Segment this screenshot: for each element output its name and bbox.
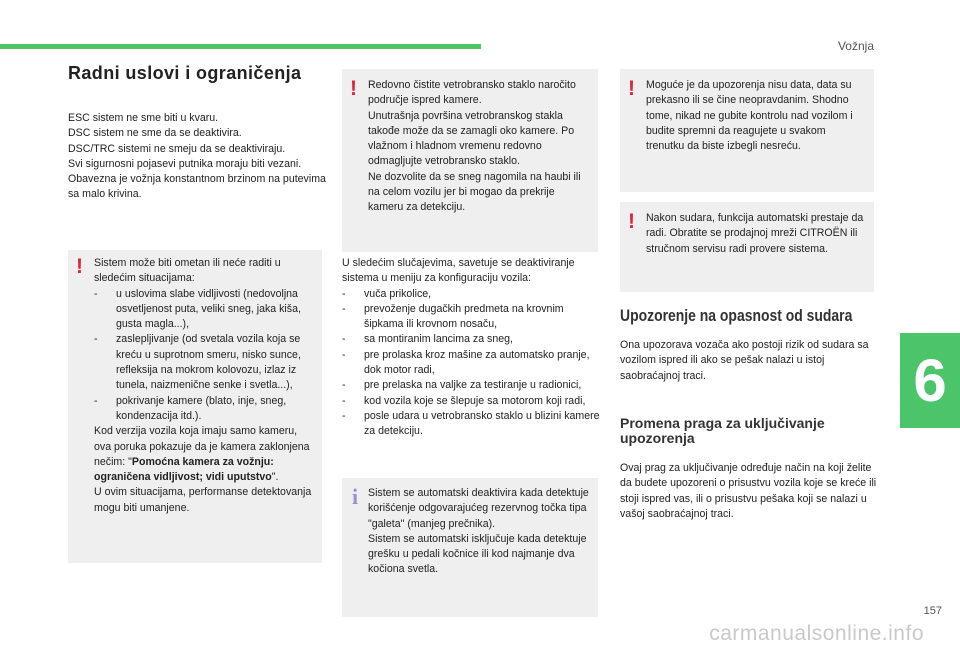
collision-warning-text: Ona upozorava vozača ako postoji rizik od sudara sa vozilom ispred ili ako se pešak nalazi u istoj saobraćajnoj traci. bbox=[620, 339, 869, 382]
intro-line: Obavezna je vožnja konstantnom brzinom na putevima sa malo krivina. bbox=[68, 173, 326, 201]
page-title: Radni uslovi i ograničenja bbox=[68, 63, 302, 83]
intro-line: ESC sistem ne sme biti u kvaru. bbox=[68, 112, 219, 124]
camera-message-text: Kod verzija vozila koja imaju samo kameru, ova poruka pokazuje da je kamera zaklonjena nečim: " bbox=[94, 425, 310, 468]
warning-exclamation-icon: ! bbox=[628, 210, 635, 233]
intro-line: DSC sistem ne sme da se deaktivira. bbox=[68, 127, 242, 140]
warning-box-false-alerts bbox=[620, 69, 874, 192]
intro-text bbox=[68, 111, 326, 203]
warning-box-content bbox=[94, 256, 314, 516]
info-box-auto-deactivation bbox=[342, 478, 598, 617]
threshold-text: Ovaj prag za uključivanje određuje način na koji želite da budete upozoreni o prisustvu vozila koje se kreće ili stoji ispred vas, ili o prisustvu pešaka koji se nalazi u vašoj saobraćajnoj traci. bbox=[620, 462, 877, 520]
list-item: - u uslovima slabe vidljivosti (nedovoljna osvetljenost puta, veliki sneg, jaka kiša, gusta magla...), bbox=[94, 287, 314, 333]
camera-message bbox=[94, 424, 314, 485]
collision-text: Nakon sudara, funkcija automatski prestaje da radi. Obratite se prodajnoj mreži CITROËN ili stručnom servisu radi provere sistema. bbox=[646, 212, 864, 255]
list-item: - sa montiranim lancima za sneg, bbox=[342, 332, 600, 347]
windscreen-text: Redovno čistite vetrobransko staklo naročito područje ispred kamere. Unutrašnja površina vetrobranskog stakla takođe može da se zamagli oko kamere. Po vlažnom i hladnom vremenu redovno odmagljujte vetrobransko staklo. Ne dozvolite da se sneg nagomila na haubi ili na celom vozilu jer bi mogao da prekrije kameru za detekciju. bbox=[368, 79, 581, 214]
intro-line: Svi sigurnosni pojasevi putnika moraju biti vezani. bbox=[68, 157, 302, 170]
warning-box-interference bbox=[68, 250, 322, 563]
section-name: Vožnja bbox=[837, 39, 874, 53]
list-item: - pre prelaska na valjke za testiranje u radionici, bbox=[342, 378, 600, 393]
header-accent-bar bbox=[0, 44, 481, 49]
warning-closing: U ovim situacijama, performanse detektovanja mogu biti umanjene. bbox=[94, 486, 312, 514]
heading-threshold: Promena praga za uključivanje upozorenja bbox=[620, 415, 825, 446]
watermark: carmanualsonline.info bbox=[709, 622, 924, 645]
warning-box-collision bbox=[620, 202, 874, 292]
warning-box-windscreen bbox=[342, 69, 598, 252]
deactivation-section bbox=[342, 256, 600, 440]
info-box-text: Sistem se automatski deaktivira kada detektuje korišćenje odgovarajućeg rezervnog točka tipa "galeta" (manjeg prečnika). Sistem se automatski isključuje kada detektuje grešku u pedali kočnice ili kod najmanje dva kočiona svetla. bbox=[368, 487, 589, 576]
warning-exclamation-icon: ! bbox=[76, 255, 83, 278]
list-item: - prevoženje dugačkih predmeta na krovnim šipkama ili krovnom nosaču, bbox=[342, 302, 600, 333]
list-item: - pokrivanje kamere (blato, inje, sneg, kondenzacija itd.). bbox=[94, 394, 314, 425]
list-item: - kod vozila koje se šlepuje sa motorom koji radi, bbox=[342, 394, 600, 409]
list-item: - vuča prikolice, bbox=[342, 287, 600, 302]
list-item: - pre prolaska kroz mašine za automatsko pranje, dok motor radi, bbox=[342, 348, 600, 379]
list-item: - posle udara u vetrobransko staklo u blizini kamere za detekciju. bbox=[342, 409, 600, 440]
warning-exclamation-icon: ! bbox=[628, 77, 635, 100]
heading-collision-warning: Upozorenje na opasnost od sudara bbox=[620, 306, 853, 325]
page-number: 157 bbox=[923, 605, 942, 617]
deactivation-list bbox=[342, 287, 600, 440]
intro-line: DSC/TRC sistemi ne smeju da se deaktiviraju. bbox=[68, 142, 286, 155]
camera-message-end: ". bbox=[271, 471, 279, 484]
interference-list bbox=[94, 287, 314, 425]
false-alerts-text: Moguće je da upozorenja nisu data, data su prekasno ili se čine neopravdanim. Shodno tome, nikad ne gubite kontrolu nad vozilom i budite spremni da reagujete u svakom trenutku da biste izbegli nesreću. bbox=[646, 79, 853, 153]
info-icon: i bbox=[352, 484, 359, 509]
deactivation-intro: U sledećim slučajevima, savetuje se deaktiviranje sistema u meniju za konfiguraciju vozila: bbox=[342, 257, 575, 285]
warning-exclamation-icon: ! bbox=[350, 77, 357, 100]
warning-intro: Sistem može biti ometan ili neće raditi u sledećim situacijama: bbox=[94, 257, 281, 285]
chapter-tab: 6 bbox=[900, 333, 960, 428]
list-item: - zaslepljivanje (od svetala vozila koja se kreću u suprotnom smeru, nisko sunce, refleksija na mokrom kolovozu, izlaz iz tunela, naizmenične senke i svetla...), bbox=[94, 332, 314, 393]
camera-message-bold: Pomoćna kamera za vožnju: ograničena vidljivost; vidi uputstvo bbox=[94, 455, 274, 484]
